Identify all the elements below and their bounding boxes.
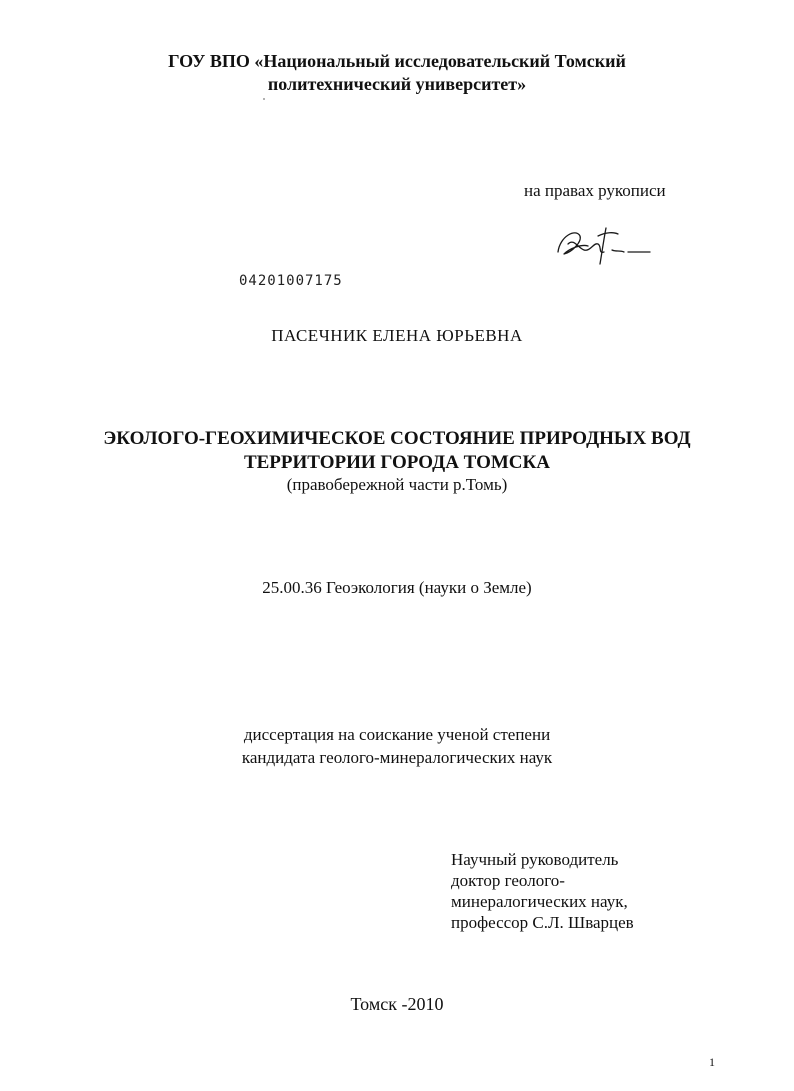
manuscript-note: на правах рукописи <box>524 181 666 200</box>
supervisor-line-4: профессор С.Л. Шварцев <box>451 913 634 932</box>
supervisor-line-3: минералогических наук, <box>451 892 628 911</box>
supervisor-line-2: доктор геолого- <box>451 871 565 890</box>
degree-line-2: кандидата геолого-минералогических наук <box>241 748 553 767</box>
author-name: ПАСЕЧНИК ЕЛЕНА ЮРЬЕВНА <box>271 326 523 345</box>
document-code: 04201007175 <box>239 273 343 289</box>
page-number: 1 <box>709 1055 715 1069</box>
title-line-1: ЭКОЛОГО-ГЕОХИМИЧЕСКОЕ СОСТОЯНИЕ ПРИРОДНЫХ ВОД <box>103 428 691 449</box>
supervisor-line-1: Научный руководитель <box>451 850 619 869</box>
scan-speck <box>263 98 265 100</box>
specialty-code: 25.00.36 Геоэкология (науки о Земле) <box>262 578 532 597</box>
degree-line-1: диссертация на соискание ученой степени <box>243 725 551 744</box>
university-line-1: ГОУ ВПО «Национальный исследовательский Томский <box>168 51 626 71</box>
title-line-2: ТЕРРИТОРИИ ГОРОДА ТОМСКА <box>243 452 551 473</box>
signature-mark <box>554 222 654 268</box>
degree-statement <box>0 723 794 769</box>
dissertation-subtitle: (правобережной части р.Томь) <box>286 475 508 494</box>
university-header <box>0 50 794 96</box>
dissertation-title <box>0 427 794 475</box>
supervisor-block <box>451 849 634 933</box>
university-line-2: политехнический университет» <box>267 74 527 94</box>
city-year: Томск -2010 <box>350 994 444 1014</box>
